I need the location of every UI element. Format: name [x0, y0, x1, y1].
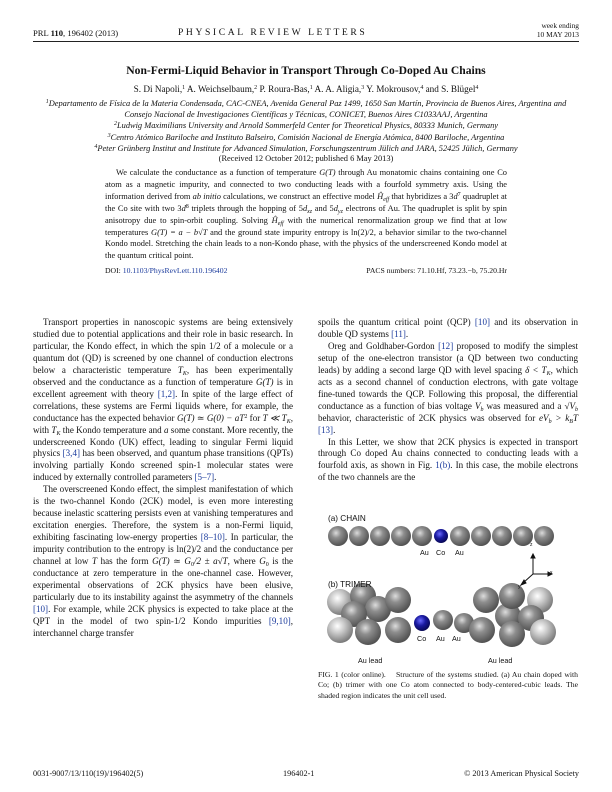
week-ending-date: 10 MAY 2013 — [536, 30, 579, 39]
paragraph: The overscreened Kondo effect, the simplest manifestation of which is the two-channel Kondo (2CK) model, is even more interesting because inelastic scattering persists even at vanishing temperatures and excitation energies. Therefore, the system is a non-Fermi liquid, exhibiting fascinating low-energy properties [8–10]. In particular, the impurity contribution to the entropy is ln(2)/2 and the conductance per channel at low T has the form G(T) ≃ $G_0/2 \pm a√T$, where $G_0$ is the conductance at zero temperature in the one-channel case. However, experimental observations of 2CK physics have been elusive, particularly due to its instability against the asymmetry of the channels [10]. For example, while 2CK physics is expected to take place at the QPT in the model of two spin-1/2 Kondo impurities [9,10], interchannel charge transfer — [33, 484, 294, 638]
article-info: 196402 (2013) — [67, 28, 119, 38]
author: A. Weichselbaum,$^2$ — [186, 84, 258, 94]
axis-label-x: x — [550, 570, 553, 576]
author: Y. Mokrousov,$^4$ — [366, 84, 424, 94]
caption-text: Structure of the systems studied. (a) Au chain doped with Co; (b) trimer with one Co atom connected to body-centered-cubic leads. The shaded region indicates the unit cell used. — [318, 670, 578, 700]
atom-label-au: Au — [455, 548, 464, 557]
axis-label-z: z — [530, 542, 533, 548]
atom-label-au: Au — [452, 634, 461, 643]
received-date: (Received 12 October 2012; published 6 May 2013) — [218, 154, 394, 163]
page-number: 196402-1 — [283, 769, 315, 778]
doi-link[interactable]: 10.1103/PhysRevLett.110.196402 — [122, 266, 228, 275]
author: and S. Blügel$^4$ — [425, 84, 479, 94]
figure-caption — [318, 670, 578, 701]
right-column — [318, 317, 578, 484]
author: A. A. Aligia,$^3$ — [314, 84, 365, 94]
citation-link[interactable]: [8–10] — [200, 532, 225, 543]
journal-abbrev: PRL — [33, 28, 49, 38]
affiliation: $^2$Ludwig Maximilians University and Arnold Sommerfeld Center for Theoretical Physics, 80333 Munich, Germany — [113, 121, 499, 131]
atom-label-au: Au — [436, 634, 445, 643]
citation-link[interactable]: [11] — [391, 328, 406, 339]
coordinate-axes-icon — [521, 554, 552, 585]
paper-title: Non-Fermi-Liquid Behavior in Transport Through Co-Doped Au Chains — [126, 64, 486, 77]
atom-label-au: Au — [420, 548, 429, 557]
doi-label: DOI: — [105, 266, 121, 275]
abstract: We calculate the conductance as a function of temperature G(T) through Au monatomic chains containing one Co atom as a magnetic impurity, and connected to two conducting leads with a fourfold symmetry axis. Using the information derived from ab initio calculations, we construct an effective model $Ĥ_{eff}$ that hybridizes a $3d^7$ quadruplet at the Co site with two $3d^8$ triplets through the hopping of $5d_{xz}$ and $5d_{yz}$ electrons of Au. The quadruplet is split by spin anisotropy due to spin-orbit coupling. Solving $Ĥ_{eff}$ with the numerical renormalization group we find that at low temperatures G(T) = a − b√T and the ground state impurity entropy is ln(2)/2, a behavior similar to the two-channel Kondo model. Stretching the chain leads to a non-Kondo phase, with the physics of the underscreened Kondo model at the quantum critical point. — [105, 168, 508, 261]
chain-atoms — [328, 526, 554, 546]
running-header-citation: PRL 110, 196402 (2013) — [33, 28, 119, 38]
week-ending-label: week ending — [541, 21, 579, 30]
atom-label-co: Co — [417, 634, 427, 643]
figure-1 — [318, 512, 578, 672]
citation-link[interactable]: [10] — [33, 603, 49, 614]
panel-b-label: (b) TRIMER — [328, 580, 372, 589]
citation-link[interactable]: [10] — [474, 317, 490, 327]
chain-structure-image — [318, 524, 578, 664]
caption-label: FIG. 1 (color online). — [318, 670, 386, 679]
footer-code: 0031-9007/13/110(19)/196402(5) — [33, 769, 144, 778]
citation-link[interactable]: [9,10] — [268, 615, 291, 626]
journal-name: PHYSICAL REVIEW LETTERS — [178, 27, 368, 38]
header-rule — [33, 41, 579, 42]
citation-link[interactable]: [13] — [318, 424, 334, 435]
pacs-numbers: PACS numbers: 71.10.Hf, 73.23.−b, 75.20.Hr — [366, 266, 507, 275]
axis-label-y: y — [518, 584, 521, 590]
paragraph: In this Letter, we show that 2CK physics is expected in transport through Co doped Au chains connected to conducting leads with a fourfold axis, as shown in Fig. 1(b). In this case, the mobile electrons of the two channels are the — [318, 436, 578, 483]
author: S. Di Napoli,$^1$ — [133, 84, 186, 94]
paragraph: Oreg and Goldhaber-Gordon [12] proposed to modify the simplest setup of the one-electron transistor (a QD between two conducting leads) by adding a second large QD with level spacing $\delta < T_K$, which acts as a second channel of conduction electrons, with gate voltage fine-tuned towards the QCP. Following this proposal, the differential conductance as a function of bias voltage $V_b$ was measured and a $√V_b$ behavior, characteristic of 2CK physics was observed for $eV_b > k_BT$ [13]. — [318, 340, 578, 435]
author: P. Roura-Bas,$^1$ — [259, 84, 313, 94]
doi — [105, 266, 227, 275]
paragraph: spoils the quantum critical point (QCP) [10] and its observation in double QD systems [11]. — [318, 317, 578, 339]
citation-link[interactable]: [12] — [438, 340, 454, 351]
atom-label-co: Co — [436, 548, 446, 557]
affiliation: $^4$Peter Grünberg Institut and Institute for Advanced Simulation, Forschungszentrum Jülich and JARA, 52425 Jülich, Germany — [94, 143, 518, 153]
left-column — [33, 317, 293, 640]
lead-label-left: Au lead — [358, 656, 383, 665]
affiliations — [40, 98, 572, 154]
copyright: © 2013 American Physical Society — [464, 769, 579, 778]
affiliation: $^3$Centro Atómico Bariloche and Instituto Balseiro, Comisión Nacional de Energía Atómica, 8400 Bariloche, Argentina — [107, 132, 505, 142]
author-list — [0, 84, 612, 94]
citation-link[interactable]: [5–7] — [194, 472, 215, 483]
affiliation: $^1$Departamento de Física de la Materia Condensada, CAC-CNEA, Avenida General Paz 1499, 1650 San Martín, Provincia de Buenos Aires, Argentina and Consejo Nacional de Investigaciones Científicas y Técnicas, CONICET, Buenos Aires C1033AAJ, Argentina — [45, 99, 567, 120]
lead-label-right: Au lead — [488, 656, 513, 665]
volume: 110 — [50, 28, 64, 38]
citation-link[interactable]: [1,2] — [157, 388, 176, 399]
panel-a-label: (a) CHAIN — [328, 514, 366, 523]
paragraph: Transport properties in nanoscopic systems are being extensively studied due to potential applications and their role in basic research. In particular, the Kondo effect, in which the spin 1/2 of a molecule or a quantum dot (QD) is screened by one channel of conduction electrons below a characteristic temperature $T_K$, has been experimentally observed and the conductance as a function of temperature G(T) is in excellent agreement with theory [1,2]. In spite of the large effect of correlations, these systems are Fermi liquids where, for example, the conductance has the expected behavior G(T) ≃ $G(0) - aT^2$ for T ≪ $T_K$, with $T_K$ the Kondo temperature and a some constant. More recently, the underscreened Kondo (UK) effect, leading to singular Fermi liquid physics [3,4] has been observed, and quantum phase transitions (QPTs) involving partially Kondo screened spin-1 molecular states were induced by externally controlled parameters [5–7]. — [33, 317, 294, 483]
citation-link[interactable]: [3,4] — [62, 448, 80, 459]
doi-pacs-row — [105, 266, 507, 275]
week-ending — [537, 21, 579, 39]
figure-link[interactable]: 1(b) — [435, 460, 451, 471]
